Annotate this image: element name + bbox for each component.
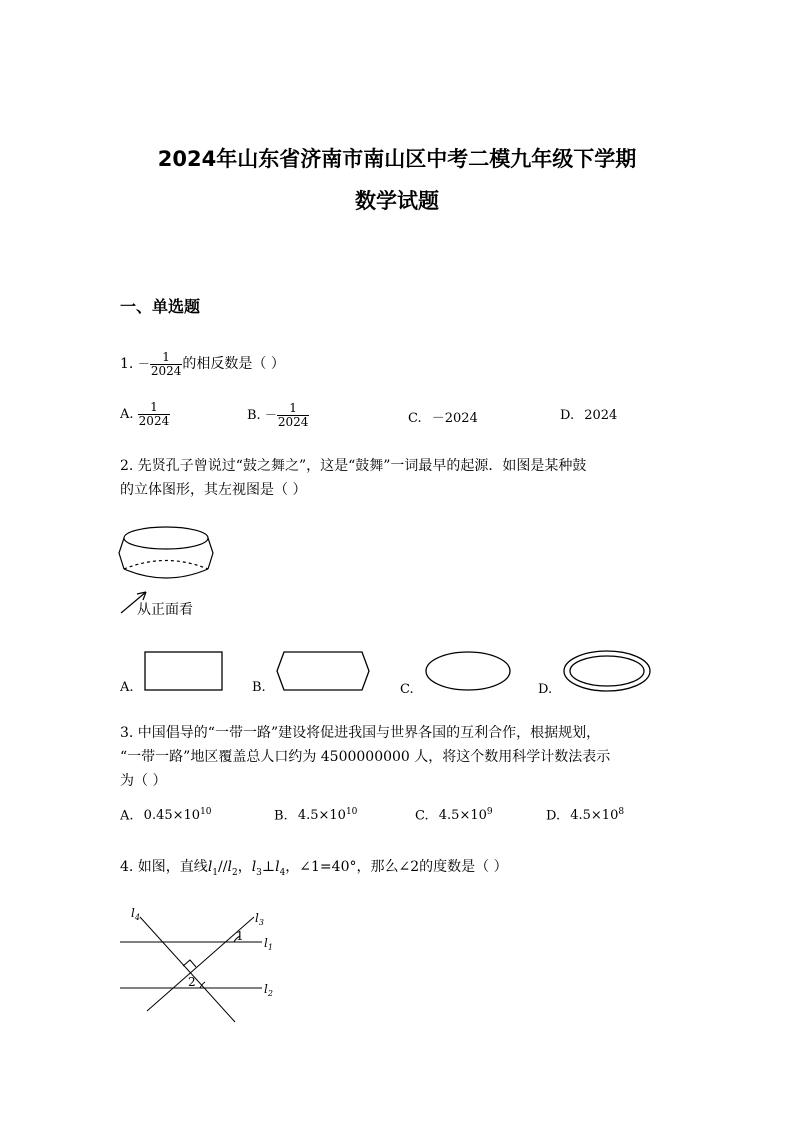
perpendicular-symbol: ⊥ xyxy=(261,859,276,875)
question-2-line2: 的立体图形，其左视图是（ ） xyxy=(120,482,307,498)
fraction-denominator: 2024 xyxy=(277,415,309,429)
label-l2: $l_2$ xyxy=(264,982,273,998)
question-3-line2: “一带一路”地区覆盖总人口约为 4500000000 人，将这个数用科学计数法表示 xyxy=(120,749,611,765)
separator: ， xyxy=(237,859,252,875)
option-c-exponent: 9 xyxy=(486,807,493,817)
fraction-numerator: 1 xyxy=(150,400,158,414)
question-4-condition: ，∠1=40°，那么∠2的度数是（ ） xyxy=(285,859,508,875)
question-3-line3: 为（ ） xyxy=(120,773,167,789)
option-c-value: 4.5×10 xyxy=(438,808,487,824)
fraction-numerator: 1 xyxy=(162,349,170,364)
label-l3: $l_3$ xyxy=(255,911,264,927)
option-b-exponent: 10 xyxy=(345,807,358,817)
option-a-value: 0.45×10 xyxy=(143,808,201,824)
option-label: D. xyxy=(546,808,561,824)
option-d-exponent: 8 xyxy=(618,807,625,817)
option-c-value: －2024 xyxy=(431,411,478,426)
line-l3: l xyxy=(251,859,257,875)
option-d-value: 4.5×10 xyxy=(570,808,619,824)
line-l2-sub: 2 xyxy=(231,867,238,878)
line-l1: l xyxy=(207,859,213,875)
label-angle-1: 1 xyxy=(236,929,244,943)
line-l4-drawing xyxy=(140,917,235,1022)
question-2-line1: 2. 先贤孔子曾说过“鼓之舞之”，这是“鼓舞”一词最早的起源．如图是某种鼓 xyxy=(120,458,587,474)
q2-option-a[interactable]: A. xyxy=(120,680,134,695)
angle-2-arc xyxy=(200,982,205,988)
fraction-numerator: 1 xyxy=(289,401,297,415)
line-l3-sub: 3 xyxy=(256,867,262,878)
option-a-exponent: 10 xyxy=(200,807,212,817)
label-l1: $l_1$ xyxy=(264,936,273,952)
option-label: A. xyxy=(120,407,134,422)
option-label: C. xyxy=(415,808,429,824)
option-b-value: 4.5×10 xyxy=(297,808,346,824)
question-3-line1: 3. 中国倡导的“一带一路”建设将促进我国与世界各国的互利合作，根据规划， xyxy=(120,725,601,741)
question-4-intro: 4. 如图，直线 xyxy=(120,859,208,875)
fraction-denominator: 2024 xyxy=(150,363,182,378)
option-b-minus: － xyxy=(264,408,277,422)
line-l4: l xyxy=(275,859,280,875)
option-label: D. xyxy=(560,408,575,423)
option-label: A. xyxy=(120,808,134,824)
q2-option-b[interactable]: B. xyxy=(252,680,266,695)
line-l1-sub: 1 xyxy=(212,867,219,878)
q2-option-c[interactable]: C. xyxy=(400,682,414,697)
line-l2: l xyxy=(227,859,232,875)
fraction-denominator: 2024 xyxy=(138,414,170,428)
option-label: C. xyxy=(408,411,422,426)
page-title-line2: 数学试题 xyxy=(355,189,439,213)
parallel-symbol: // xyxy=(218,859,228,875)
question-1-number: 1. xyxy=(120,356,134,372)
option-label: B. xyxy=(274,808,288,824)
q2-option-d[interactable]: D. xyxy=(538,682,553,697)
section-title: 一、单选题 xyxy=(120,297,201,316)
option-label: B. xyxy=(247,408,261,423)
figure-caption: 从正面看 xyxy=(137,602,193,618)
line-l4-sub: 4 xyxy=(279,867,286,878)
question-1-minus: － xyxy=(137,357,150,371)
label-angle-2: 2 xyxy=(188,975,196,989)
option-d-value: 2024 xyxy=(584,408,618,423)
question-1-stem: 的相反数是（ ） xyxy=(182,356,285,372)
label-l4: $l_4$ xyxy=(131,906,140,922)
page-title-line1: 2024年山东省济南市南山区中考二模九年级下学期 xyxy=(157,147,637,171)
